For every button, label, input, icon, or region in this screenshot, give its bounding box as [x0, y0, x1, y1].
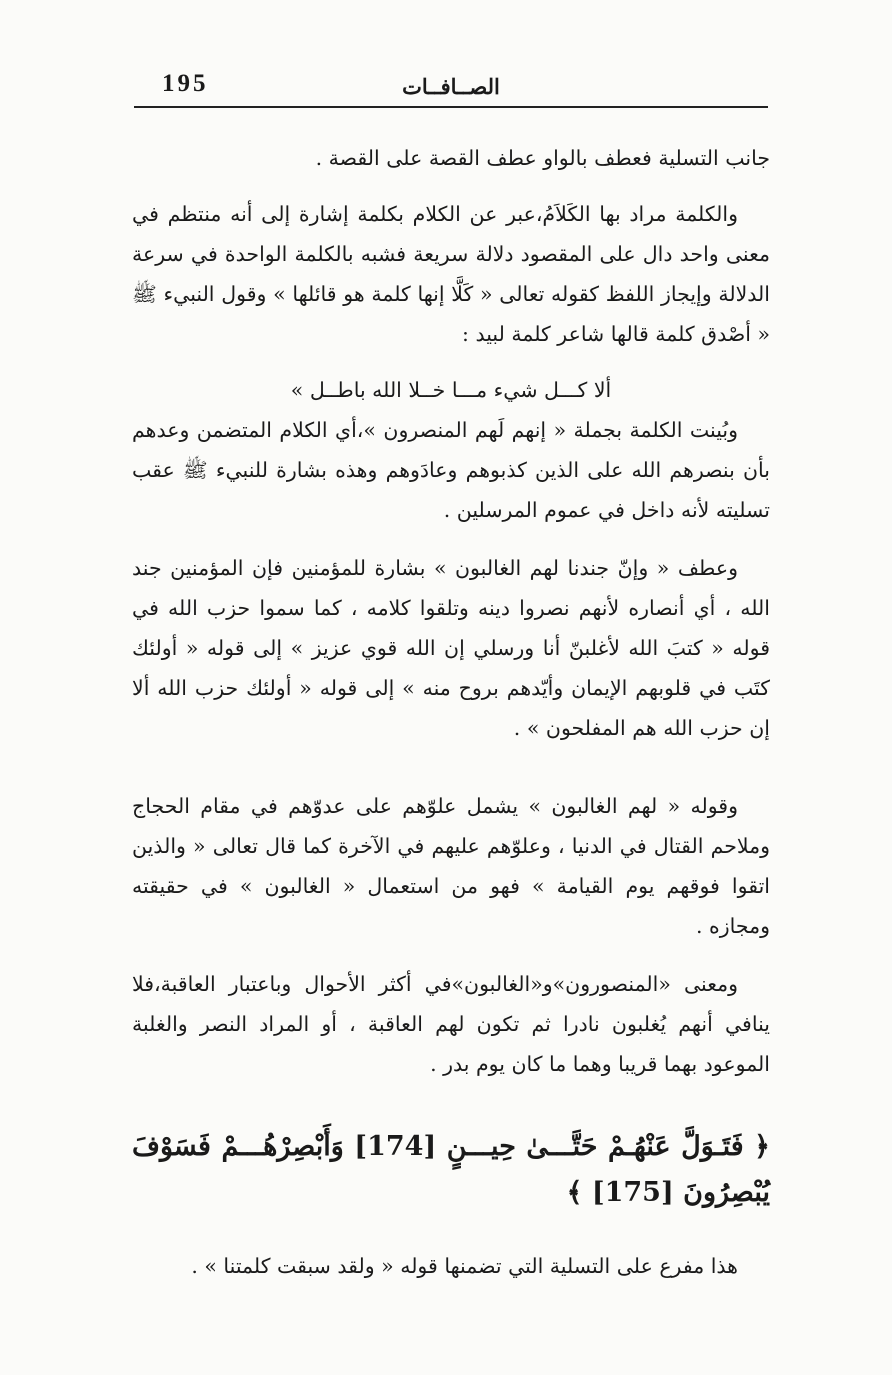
paragraph: وقوله « لهم الغالبون » يشمل علوّهم على عدوّهم في مقام الحجاج وملاحم القتال في الدنيا ، وعلوّهم عليهم في الآخرة كما قال تعالى « والذين اتقوا فوقهم يوم القيامة » فهو من استعمال « الغالبون » في حقيقته ومجازه .	[132, 794, 770, 938]
running-title: الصــافــات	[402, 74, 500, 99]
paragraph: والكلمة مراد بها الكَلاَمُ،عبر عن الكلام بكلمة إشارة إلى أنه منتظم في معنى واحد دال على المقصود دلالة سريعة فشبه بالكلمة الواحدة في سرعة الدلالة وإيجاز اللفظ كقوله تعالى « كَلَّا إنها كلمة هو قائلها » وقول النبيء ﷺ « أصْدق كلمة قالها شاعر كلمة لبيد :	[132, 202, 770, 346]
paragraph: هذا مفرع على التسلية التي تضمنها قوله « ولقد سبقت كلمتنا » .	[191, 1254, 738, 1278]
page-body	[132, 138, 770, 1286]
poetry-verse: ألا كـــل شيء مـــا خــلا الله باطــل »	[290, 378, 612, 402]
paragraph: وعطف « وإنّ جندنا لهم الغالبون » بشارة للمؤمنين فإن المؤمنين جند الله ، أي أنصاره لأنهم نصروا دينه وتلقوا كلامه ، كما سموا حزب الله في قوله « كتبَ الله لأغلبنّ أنا ورسلي إن الله قوي عزيز » إلى قوله « أولئك كتَب في قلوبهم الإيمان وأيّدهم بروح منه » إلى قوله « أولئك حزب الله ألا إن حزب الله هم المفلحون » .	[132, 556, 770, 740]
paragraph: جانب التسلية فعطف بالواو عطف القصة على القصة .	[315, 146, 770, 170]
page-header	[134, 62, 768, 108]
quran-verse: ﴿ فَتَـوَلَّ عَنْهُـمْ حَتَّـــىٰ حِيـــنٍ [174] وَأَبْصِرْهُـــمْ فَسَوْفَ يُبْصِرُونَ [175] ﴾	[132, 1131, 771, 1208]
paragraph: وبُينت الكلمة بجملة « إنهم لَهم المنصرون »،أي الكلام المتضمن وعدهم بأن بنصرهم الله على الذين كذبوهم وعادَوهم وهذه بشارة للنبيء ﷺ عقب تسليته لأنه داخل في عموم المرسلين .	[132, 418, 770, 522]
page-number: 195	[162, 70, 209, 97]
paragraph: ومعنى «المنصورون»و«الغالبون»في أكثر الأحوال وباعتبار العاقبة،فلا ينافي أنهم يُغلبون نادرا ثم تكون لهم العاقبة ، أو المراد النصر والغلبة الموعود بهما قريبا وهما ما كان يوم بدر .	[132, 972, 770, 1076]
